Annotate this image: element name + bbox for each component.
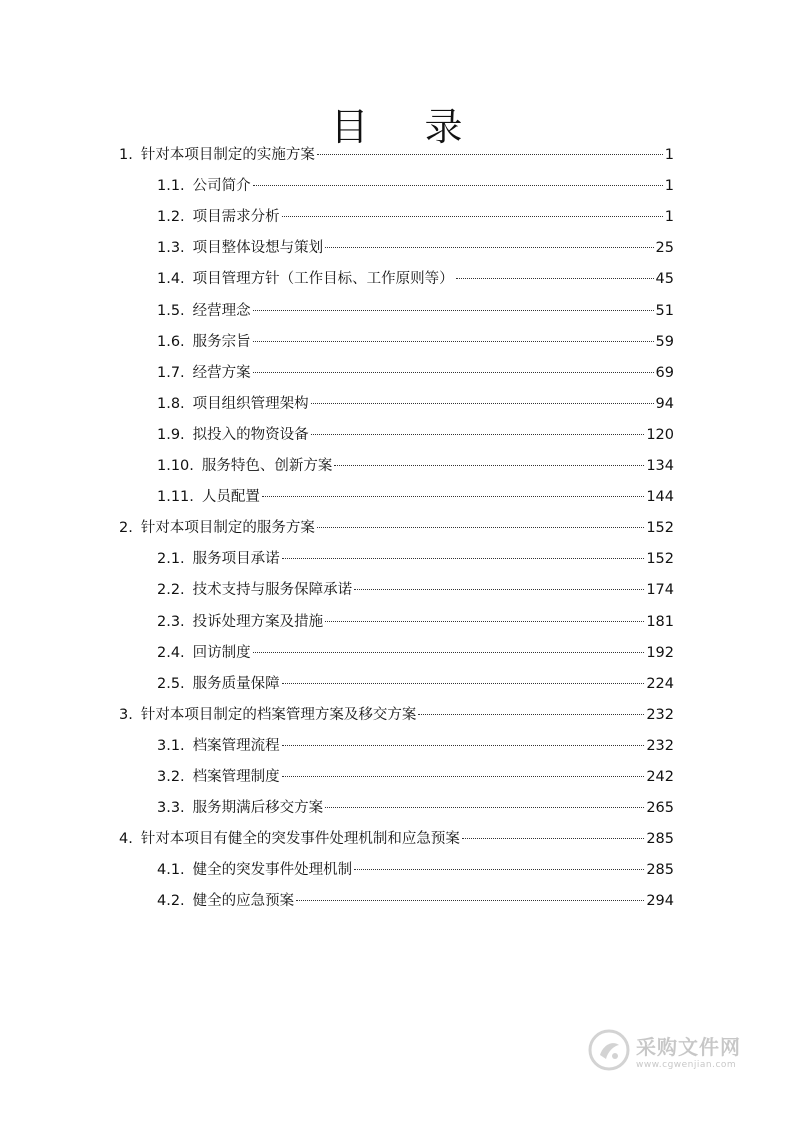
- toc-entry-text: 投诉处理方案及措施: [192, 613, 324, 630]
- watermark-logo-icon: [588, 1029, 630, 1071]
- toc-entry-number: 4.1.: [157, 862, 185, 879]
- toc-entry[interactable]: [157, 358, 674, 389]
- toc-entry-page: 69: [655, 364, 674, 381]
- toc-entry-text: 项目整体设想与策划: [192, 240, 324, 257]
- toc-entry-text: 档案管理流程: [192, 737, 280, 754]
- toc-entry[interactable]: [157, 731, 674, 762]
- toc-entry-page: 224: [646, 675, 674, 692]
- toc-entry-number: 2.5.: [157, 675, 185, 692]
- toc-entry-number: 4.: [119, 831, 133, 848]
- watermark-url: www.cgwenjian.com: [636, 1059, 737, 1070]
- toc-entry-number: 3.1.: [157, 737, 185, 754]
- watermark: [588, 1022, 758, 1078]
- toc-leader-dots: [354, 589, 644, 590]
- toc-entry[interactable]: [157, 264, 674, 295]
- toc-leader-dots: [253, 310, 654, 311]
- toc-entry[interactable]: [119, 700, 674, 731]
- toc-entry-page: 285: [646, 862, 674, 879]
- toc-entry-number: 1.2.: [157, 209, 185, 226]
- toc-entry-text: 服务特色、创新方案: [201, 458, 333, 474]
- toc-entry[interactable]: [119, 140, 674, 171]
- toc-entry-number: 1.: [119, 147, 133, 163]
- watermark-text: 采购文件网: [636, 1034, 741, 1059]
- toc-entry-number: 1.5.: [157, 302, 185, 319]
- toc-entry[interactable]: [119, 824, 674, 855]
- toc-entry-number: 3.: [119, 706, 133, 723]
- toc-entry-number: 1.1.: [157, 178, 185, 195]
- toc-entry-page: 45: [655, 271, 674, 288]
- toc-leader-dots: [456, 278, 654, 279]
- toc-leader-dots: [253, 341, 654, 342]
- toc-entry-page: 25: [655, 240, 674, 257]
- toc-leader-dots: [282, 683, 645, 684]
- toc-entry-number: 2.: [119, 520, 133, 537]
- toc-entry-page: 285: [646, 831, 674, 848]
- toc-entry[interactable]: [157, 793, 674, 824]
- toc-leader-dots: [311, 434, 645, 435]
- toc-entry-number: 2.1.: [157, 551, 185, 568]
- toc-entry-number: 1.9.: [157, 426, 185, 443]
- toc-entry-page: 134: [646, 458, 674, 474]
- toc-leader-dots: [253, 372, 654, 373]
- toc-entry[interactable]: [157, 886, 674, 917]
- toc-entry[interactable]: [157, 575, 674, 606]
- toc-leader-dots: [334, 465, 644, 466]
- toc-entry-page: 1: [664, 178, 674, 195]
- toc-entry[interactable]: [157, 482, 674, 513]
- toc-entry-text: 项目组织管理架构: [192, 395, 309, 412]
- toc-entry[interactable]: [157, 544, 674, 575]
- toc-entry-text: 服务宗旨: [192, 333, 251, 350]
- toc-entry-text: 健全的应急预案: [192, 893, 295, 910]
- toc-entry-text: 针对本项目制定的服务方案: [140, 520, 315, 537]
- toc-entry-text: 回访制度: [192, 644, 251, 661]
- toc-leader-dots: [282, 558, 645, 559]
- toc-leader-dots: [262, 496, 644, 497]
- toc-entry-text: 经营理念: [192, 302, 251, 319]
- toc-leader-dots: [354, 869, 644, 870]
- toc-entry-page: 94: [655, 395, 674, 412]
- toc-entry-number: 3.2.: [157, 769, 185, 785]
- toc-entry-text: 公司简介: [192, 178, 251, 195]
- toc-entry-text: 经营方案: [192, 364, 251, 381]
- toc-entry-number: 1.11.: [157, 489, 194, 506]
- toc-leader-dots: [282, 745, 645, 746]
- toc-entry-page: 51: [655, 302, 674, 319]
- toc-leader-dots: [317, 154, 663, 155]
- toc-entry[interactable]: [119, 513, 674, 544]
- toc-entry-text: 技术支持与服务保障承诺: [192, 582, 353, 599]
- toc-entry-page: 181: [646, 613, 674, 630]
- toc-entry[interactable]: [157, 296, 674, 327]
- toc-entry-page: 120: [646, 426, 674, 443]
- toc-entry-page: 1: [664, 209, 674, 226]
- toc-entry-number: 2.4.: [157, 644, 185, 661]
- toc-entry-page: 59: [655, 333, 674, 350]
- toc-entry-text: 项目管理方针（工作目标、工作原则等）: [192, 271, 454, 288]
- toc-entry-page: 152: [646, 551, 674, 568]
- toc-entry-page: 232: [646, 706, 674, 723]
- toc-entry-text: 服务期满后移交方案: [192, 800, 324, 817]
- toc-entry-text: 针对本项目制定的实施方案: [140, 147, 315, 163]
- toc-entry[interactable]: [157, 202, 674, 233]
- toc-leader-dots: [296, 900, 644, 901]
- toc-entry-text: 拟投入的物资设备: [192, 426, 309, 443]
- toc-entry-text: 针对本项目制定的档案管理方案及移交方案: [140, 706, 417, 723]
- toc-entry[interactable]: [157, 171, 674, 202]
- toc-leader-dots: [462, 838, 644, 839]
- toc-title: 目 录: [330, 105, 485, 149]
- toc-leader-dots: [317, 527, 644, 528]
- toc-entry[interactable]: [157, 855, 674, 886]
- toc-entry-number: 1.6.: [157, 333, 185, 350]
- toc-entry[interactable]: [157, 762, 674, 793]
- toc-entry-number: 1.4.: [157, 271, 185, 288]
- toc-entry[interactable]: [157, 638, 674, 669]
- toc-entry-page: 174: [646, 582, 674, 599]
- toc-leader-dots: [325, 247, 653, 248]
- toc-entry-page: 144: [646, 489, 674, 506]
- toc-entry-page: 1: [664, 147, 674, 163]
- toc-entry-text: 健全的突发事件处理机制: [192, 862, 353, 879]
- toc-leader-dots: [253, 652, 645, 653]
- toc-entry-page: 242: [646, 769, 674, 785]
- toc-entry-number: 1.10.: [157, 458, 194, 474]
- toc-entry-text: 人员配置: [201, 489, 260, 506]
- toc-entry-page: 294: [646, 893, 674, 910]
- toc-leader-dots: [311, 403, 654, 404]
- toc-entry-page: 152: [646, 520, 674, 537]
- toc-leader-dots: [418, 714, 644, 715]
- toc-entry[interactable]: [157, 389, 674, 420]
- toc-entry-text: 服务质量保障: [192, 675, 280, 692]
- toc-entry[interactable]: [157, 607, 674, 638]
- toc-entry-number: 3.3.: [157, 800, 185, 817]
- toc-entry[interactable]: [157, 669, 674, 700]
- toc-entry-text: 服务项目承诺: [192, 551, 280, 568]
- toc-leader-dots: [253, 185, 663, 186]
- toc-entry-number: 1.3.: [157, 240, 185, 257]
- toc-entry[interactable]: [157, 420, 674, 451]
- toc-entry-number: 1.7.: [157, 364, 185, 381]
- toc-leader-dots: [325, 807, 644, 808]
- toc-entry-text: 档案管理制度: [192, 769, 280, 785]
- toc-entry[interactable]: [157, 451, 674, 482]
- toc-entry[interactable]: [157, 327, 674, 358]
- toc-leader-dots: [325, 621, 644, 622]
- toc-entry-page: 265: [646, 800, 674, 817]
- toc-entry-number: 2.2.: [157, 582, 185, 599]
- toc-leader-dots: [282, 776, 645, 777]
- toc-entry-page: 232: [646, 737, 674, 754]
- toc-entry-page: 192: [646, 644, 674, 661]
- toc-entry-number: 2.3.: [157, 613, 185, 630]
- toc-entry-number: 4.2.: [157, 893, 185, 910]
- toc-entry-text: 针对本项目有健全的突发事件处理机制和应急预案: [140, 831, 460, 848]
- toc-leader-dots: [282, 216, 663, 217]
- toc-entry-number: 1.8.: [157, 395, 185, 412]
- toc-entry[interactable]: [157, 233, 674, 264]
- toc-entry-text: 项目需求分析: [192, 209, 280, 226]
